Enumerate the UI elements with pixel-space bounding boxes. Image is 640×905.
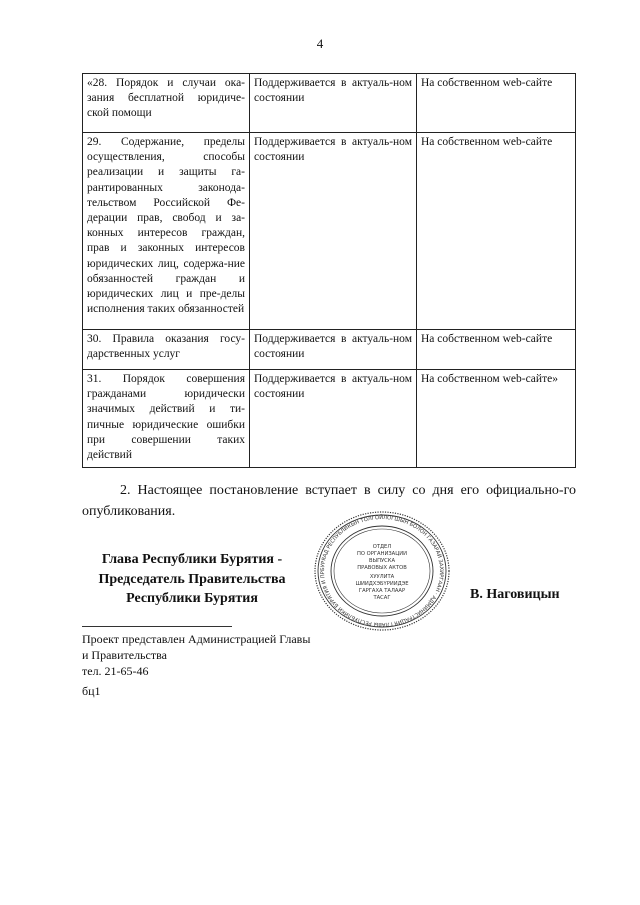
signatory-title-line: Глава Республики Бурятия -: [101, 552, 283, 567]
effective-date-paragraph: 2. Настоящее постановление вступает в силу со дня его официально-го опубликования.: [82, 483, 576, 519]
table-cell-status: Поддерживается в актуаль-ном состоянии: [250, 74, 417, 133]
signatory-title-line: Республики Бурятия: [126, 591, 258, 606]
table-cell-location: На собственном web-сайте: [417, 330, 576, 370]
official-seal-stamp: [312, 510, 452, 632]
table-row: [83, 370, 576, 468]
seal-center-line: ПО ОРГАНИЗАЦИИ: [356, 551, 408, 557]
table-row: [83, 74, 576, 133]
document-table: [82, 73, 576, 468]
table-cell-location: На собственном web-сайте: [417, 74, 576, 133]
table-cell-status: Поддерживается в актуаль-ном состоянии: [250, 133, 417, 330]
seal-center-line: ПРАВОВЫХ АКТОВ: [357, 565, 407, 571]
table-cell-location: На собственном web-сайте: [417, 133, 576, 330]
table-cell-item: «28. Порядок и случаи ока-зания бесплатной юридиче-ской помощи: [83, 74, 250, 133]
signatory-title: [82, 550, 302, 609]
signatory-title-line: Председатель Правительства: [98, 571, 286, 587]
project-note: [82, 631, 382, 679]
table-cell-item: 30. Правила оказания госу-дарственных услуг: [83, 330, 250, 370]
table-cell-status: Поддерживается в актуаль-ном состоянии: [250, 330, 417, 370]
page-number: 4: [316, 36, 324, 51]
table-row: [83, 330, 576, 370]
table-cell-location: На собственном web-сайте»: [417, 370, 576, 468]
seal-center-line: ВЫПУСКА: [368, 558, 396, 564]
document-code: бц1: [82, 684, 101, 698]
seal-center-line: ГАРГАХА ТАЛААР: [358, 588, 406, 594]
project-note-line: и Правительства: [82, 648, 167, 662]
signatory-name: В. Наговицын: [470, 587, 560, 602]
table-cell-item: 31. Порядок совершения гражданами юридически значимых действий и ти-пичные юридические ошибки при совершении таких действий: [83, 370, 250, 468]
seal-center-line: ТАСАГ: [373, 595, 391, 601]
table-cell-item: 29. Содержание, пределы осуществления, способы реализации и защиты га-рантированных законода-тельством Российской Фе-дерации прав, свобод и за-конных интересов граждан, прав и законных интересов юридических лиц, содержа-ние обязанностей граждан и юридических лиц и пре-делы исполнения таких обязанностей: [83, 133, 250, 330]
table-row: [83, 133, 576, 330]
table-cell-status: Поддерживается в актуаль-ном состоянии: [250, 370, 417, 468]
seal-outer-text: БУРЯАД РЕСПУБЛИКЫН ТОЛГОЙЛОГШЫН БОЛОН ГАЗАРАЙ ЗАХИРГААН · АДМИНИСТРАЦИЯ ГЛАВЫ РЕСПУБЛИКИ БУРЯТИЯ И ПР: [319, 514, 445, 628]
seal-center-line: ХУУЛИТА: [369, 574, 395, 580]
seal-center-line: ШИИДХЭБҮРИИДЭЕ: [355, 581, 409, 587]
project-note-line: тел. 21-65-46: [82, 664, 149, 678]
project-note-line: Проект представлен Администрацией Главы: [82, 632, 311, 646]
seal-center-line: ОТДЕЛ: [372, 544, 392, 550]
footer-divider: [82, 626, 232, 627]
